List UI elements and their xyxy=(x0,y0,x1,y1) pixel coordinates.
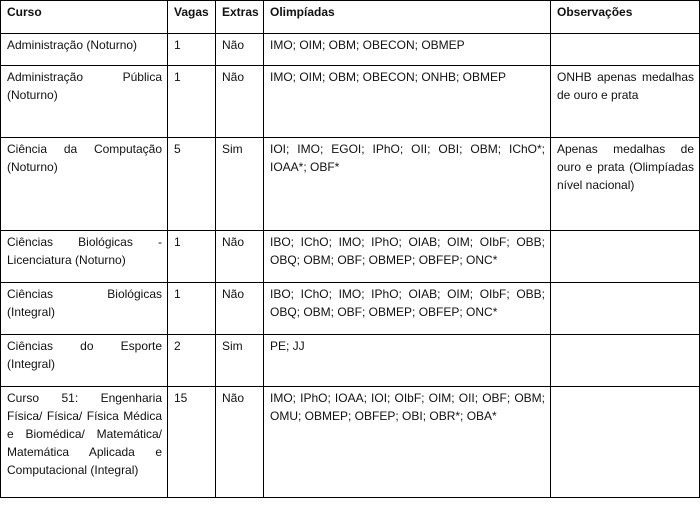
cell-vagas: 5 xyxy=(168,138,216,231)
cell-curso: Ciências Biológicas (Integral) xyxy=(1,283,168,335)
cell-extras: Não xyxy=(216,231,264,283)
cell-extras: Não xyxy=(216,283,264,335)
cell-observacoes: ONHB apenas medalhas de ouro e prata xyxy=(551,66,700,138)
cell-olimpiadas: IBO; IChO; IMO; IPhO; OIAB; OIM; OIbF; OBB; OBQ; OBM; OBF; OBMEP; OBFEP; ONC* xyxy=(264,283,551,335)
header-extras: Extras xyxy=(216,1,264,34)
cell-vagas: 1 xyxy=(168,66,216,138)
cell-olimpiadas: IBO; IChO; IMO; IPhO; OIAB; OIM; OIbF; OBB; OBQ; OBM; OBF; OBMEP; OBFEP; ONC* xyxy=(264,231,551,283)
header-vagas: Vagas xyxy=(168,1,216,34)
table-row xyxy=(1,231,700,283)
header-olimpiadas: Olimpíadas xyxy=(264,1,551,34)
cell-extras: Sim xyxy=(216,335,264,387)
header-observacoes: Observações xyxy=(551,1,700,34)
cell-curso: Administração Pública (Noturno) xyxy=(1,66,168,138)
cell-olimpiadas: IOI; IMO; EGOI; IPhO; OII; OBI; OBM; IChO*; IOAA*; OBF* xyxy=(264,138,551,231)
cell-curso: Ciência da Computação (Noturno) xyxy=(1,138,168,231)
table-row xyxy=(1,387,700,498)
cell-vagas: 15 xyxy=(168,387,216,498)
table-row xyxy=(1,34,700,66)
cell-observacoes xyxy=(551,335,700,387)
table-row xyxy=(1,66,700,138)
cell-curso: Curso 51: Engenharia Física/ Física/ Física Médica e Biomédica/ Matemática/ Matemática Aplicada e Computacional (Integral) xyxy=(1,387,168,498)
header-row xyxy=(1,1,700,34)
cell-extras: Não xyxy=(216,66,264,138)
cell-extras: Não xyxy=(216,34,264,66)
table-row xyxy=(1,138,700,231)
table-row xyxy=(1,335,700,387)
header-curso: Curso xyxy=(1,1,168,34)
cell-olimpiadas: PE; JJ xyxy=(264,335,551,387)
cell-vagas: 1 xyxy=(168,34,216,66)
cell-extras: Sim xyxy=(216,138,264,231)
cell-observacoes: Apenas medalhas de ouro e prata (Olimpíadas nível nacional) xyxy=(551,138,700,231)
cell-curso: Administração (Noturno) xyxy=(1,34,168,66)
cell-vagas: 1 xyxy=(168,231,216,283)
cell-olimpiadas: IMO; IPhO; IOAA; IOI; OIbF; OIM; OII; OBF; OBM; OMU; OBMEP; OBFEP; OBI; OBR*; OBA* xyxy=(264,387,551,498)
cell-olimpiadas: IMO; OIM; OBM; OBECON; OBMEP xyxy=(264,34,551,66)
cell-vagas: 2 xyxy=(168,335,216,387)
cell-curso: Ciências Biológicas - Licenciatura (Noturno) xyxy=(1,231,168,283)
cell-observacoes xyxy=(551,387,700,498)
table-row xyxy=(1,283,700,335)
cell-curso: Ciências do Esporte (Integral) xyxy=(1,335,168,387)
cell-olimpiadas: IMO; OIM; OBM; OBECON; ONHB; OBMEP xyxy=(264,66,551,138)
cell-observacoes xyxy=(551,231,700,283)
cell-vagas: 1 xyxy=(168,283,216,335)
cell-observacoes xyxy=(551,34,700,66)
cell-observacoes xyxy=(551,283,700,335)
cell-extras: Não xyxy=(216,387,264,498)
